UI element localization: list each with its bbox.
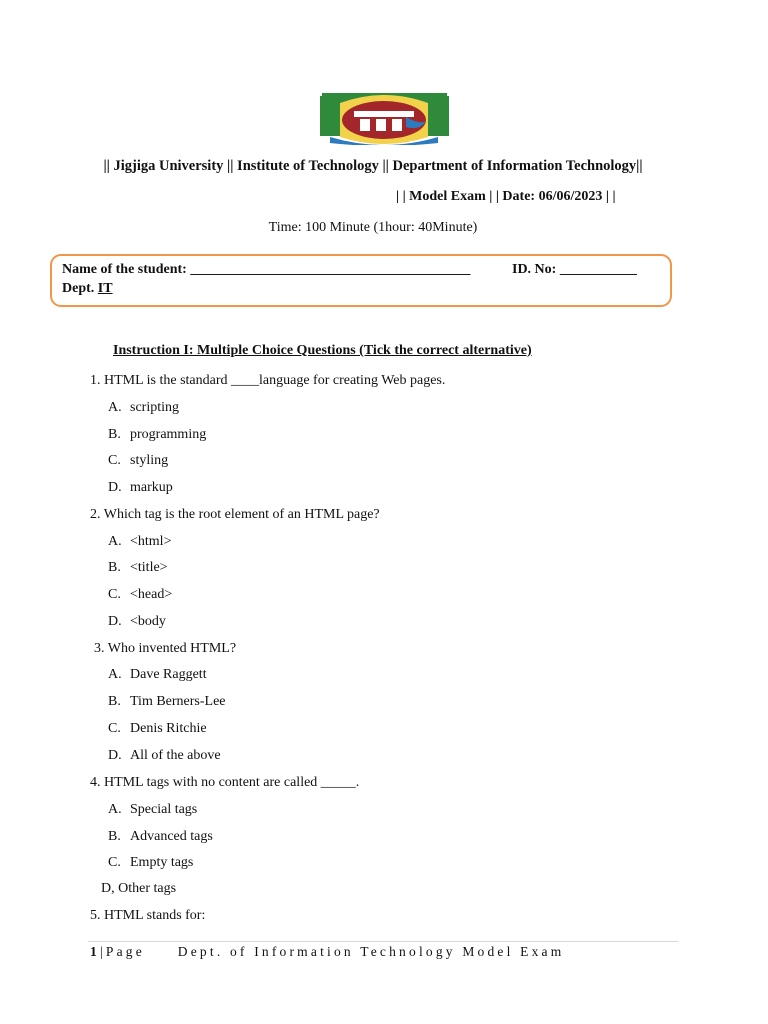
- option-letter: D.: [108, 614, 122, 629]
- university-logo: [320, 93, 449, 145]
- option-text: All of the above: [130, 748, 221, 763]
- student-name-field[interactable]: Name of the student: ________________________________________: [62, 262, 471, 277]
- q4-option-a[interactable]: [108, 802, 197, 818]
- q2-option-d[interactable]: [108, 614, 166, 630]
- option-text: styling: [130, 453, 169, 468]
- option-text: Dave Raggett: [130, 667, 207, 682]
- option-letter: B.: [108, 560, 121, 575]
- option-text: programming: [130, 427, 207, 442]
- option-letter: B.: [108, 694, 121, 709]
- q3-option-c[interactable]: [108, 721, 207, 737]
- option-letter: C.: [108, 587, 121, 602]
- option-letter: C.: [108, 721, 121, 736]
- option-text: <title>: [130, 560, 168, 575]
- question-4: 4. HTML tags with no content are called _____.: [90, 775, 360, 790]
- q2-option-b[interactable]: [108, 560, 168, 576]
- option-text: Advanced tags: [130, 829, 213, 844]
- option-letter: A.: [108, 400, 122, 415]
- page-footer: [90, 944, 564, 960]
- dept-value: IT: [97, 281, 113, 296]
- option-text: <head>: [130, 587, 173, 602]
- option-letter: B.: [108, 829, 121, 844]
- question-1: 1. HTML is the standard ____language for creating Web pages.: [90, 373, 446, 388]
- question-3: 3. Who invented HTML?: [94, 641, 237, 656]
- university-line: || Jigjiga University || Institute of Technology || Department of Information Technology||: [103, 158, 643, 174]
- footer-title: Dept. of Information Technology Model Exam: [177, 944, 565, 959]
- q3-option-b[interactable]: [108, 694, 226, 710]
- option-letter: A.: [108, 802, 122, 817]
- q1-option-c[interactable]: [108, 453, 168, 469]
- q1-option-d[interactable]: [108, 480, 173, 496]
- q4-option-b[interactable]: [108, 829, 213, 845]
- option-text: markup: [130, 480, 173, 495]
- q1-option-a[interactable]: [108, 400, 179, 416]
- question-2: 2. Which tag is the root element of an HTML page?: [90, 507, 380, 522]
- dept-label: Dept.: [62, 281, 95, 296]
- exam-line: | | Model Exam | | Date: 06/06/2023 | |: [396, 189, 616, 204]
- q4-option-d[interactable]: D, Other tags: [101, 881, 177, 896]
- q3-option-a[interactable]: [108, 667, 207, 683]
- q3-option-d[interactable]: [108, 748, 221, 764]
- footer-divider: [88, 941, 678, 942]
- option-text: scripting: [130, 400, 179, 415]
- option-text: Denis Ritchie: [130, 721, 207, 736]
- option-text: <html>: [130, 534, 172, 549]
- option-text: Tim Berners-Lee: [130, 694, 226, 709]
- student-id-field[interactable]: ID. No: ___________: [512, 262, 637, 277]
- q2-option-a[interactable]: [108, 534, 171, 550]
- page-number: 1: [90, 944, 100, 959]
- option-letter: B.: [108, 427, 121, 442]
- q1-option-b[interactable]: [108, 427, 206, 443]
- option-text: Special tags: [130, 802, 198, 817]
- option-letter: A.: [108, 534, 122, 549]
- option-text: Empty tags: [130, 855, 194, 870]
- option-letter: D.: [108, 748, 122, 763]
- time-line: Time: 100 Minute (1hour: 40Minute): [268, 220, 478, 235]
- q4-option-c[interactable]: [108, 855, 193, 871]
- option-letter: A.: [108, 667, 122, 682]
- instruction-heading: Instruction I: Multiple Choice Questions (Tick the correct alternative): [113, 343, 532, 358]
- option-letter: C.: [108, 453, 121, 468]
- option-letter: D.: [108, 480, 122, 495]
- page-label: |Page: [99, 944, 145, 959]
- option-text: <body: [130, 614, 166, 629]
- dept-line: [62, 281, 113, 297]
- q2-option-c[interactable]: [108, 587, 172, 603]
- option-letter: C.: [108, 855, 121, 870]
- question-5: 5. HTML stands for:: [90, 908, 206, 923]
